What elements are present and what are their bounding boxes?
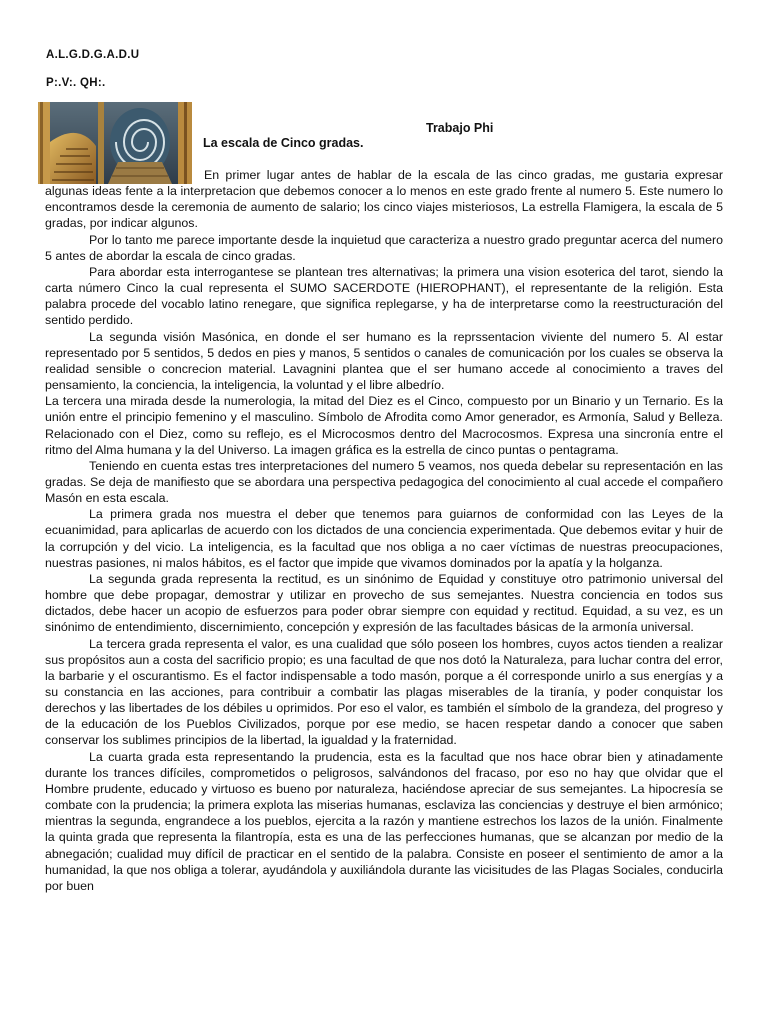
document-subtitle: La escala de Cinco gradas.	[203, 136, 364, 150]
header-line-2: P:.V:. QH:.	[46, 77, 106, 89]
paragraph: La primera grada nos muestra el deber que tenemos para guiarnos de conformidad con las Leyes de la ecuanimidad, para aplicarlas de acuerdo con los dictados de una conciencia experimentada. Que debemos evitar y huir de la corrupción y del vicio. La inteligencia, es la facultad que nos obliga a no caer víctimas de nuestras preocupaciones, nuestras pasiones, ni malos hábitos, es el factor que impide que vivamos dominados por la apatía y la holganza.	[45, 507, 723, 570]
paragraph: La tercera una mirada desde la numerologia, la mitad del Diez es el Cinco, compuesto por un Binario y un Ternario. Es la unión entre el principio femenino y el masculino. Símbolo de Afrodita como Amor generador, es Armonía, Salud y Belleza. Relacionado con el Diez, como su reflejo, es el Microcosmos dentro del Macrocosmos. Expresa una sincronía entre el ritmo del Alma humana y la del Universo. La imagen gráfica es la estrella de cinco puntas o pentagrama.	[45, 394, 723, 457]
paragraph: La cuarta grada esta representando la prudencia, esta es la facultad que nos hace obrar bien y atinadamente durante los trances difíciles, comprometidos o peligrosos, salvándonos del fracaso, por eso no hay que olvidar que el Hombre prudente, educado y virtuoso es bueno por naturaleza, haciéndose apreciar de sus semejantes. La hipocresía se combate con la prudencia; la primera explota las miserias humanas, esclaviza las conciencias y destruye el bien armónico; mientras la segunda, engrandece a los pueblos, ejercita a la razón y mantiene estrechos los lazos de la unión. Finalmente la quinta grada que representa la filantropía, esta es una de las perfecciones humanas, que se alcanzan por medio de la abnegación; cualidad muy difícil de practicar en el sentido de la palabra. Consiste en poseer el sentimiento de amor a la humanidad, la que nos obliga a tolerar, ayudándola y auxiliándola durante las vicisitudes de las Plagas Sociales, conducirla por buen	[45, 749, 723, 893]
paragraph: La segunda grada representa la rectitud, es un sinónimo de Equidad y constituye otro patrimonio universal del hombre que debe propagar, demostrar y utilizar en provecho de sus semejantes. Nuestra conciencia en todos sus dictados, debe hacer un acopio de esfuerzos para poder obrar siempre con equidad y rectitud. Equidad, a su vez, es un sinónimo de entendimiento, discernimiento, concepción y expresión de las facultades básicas de la armonía universal.	[45, 571, 723, 635]
paragraph: La tercera grada representa el valor, es una cualidad que sólo poseen los hombres, cuyos actos tienden a realizar sus propósitos aun a costa del sacrificio propio; es una facultad de que nos dotó la Naturaleza, para luchar contra del error, la barbarie y el oscurantismo. Es el factor indispensable a todo masón, porque a él corresponde unirlo a sus energías y a su constancia en las acciones, para contribuir a combatir las plagas miserables de la tiranía, y poder conquistar los derechos y las libertades de los débiles u oprimidos. Por eso el valor, es también el símbolo de la grandeza, del progreso y de la educación de los Pueblos Civilizados, porque por ese medio, se hacen respetar dando a conocer que saben conservar los sublimes principios de la libertad, la igualdad y la fraternidad.	[45, 636, 723, 748]
paragraph: Por lo tanto me parece importante desde la inquietud que caracteriza a nuestro grado preguntar acerca del numero 5 antes de abordar la escala de cinco gradas.	[45, 232, 723, 263]
header-line-1: A.L.G.D.G.A.D.U	[46, 49, 140, 61]
document-body	[45, 167, 723, 894]
paragraph: En primer lugar antes de hablar de la escala de las cinco gradas, me gustaria expresar algunas ideas fente a la interpretacion que debemos conocer a lo menos en este grado frente al numero 5. Este numero lo encontramos desde la ceremonia de aumento de salario; los cinco viajes misteriosos, La estrella Flamigera, la escala de 5 gradas, por indicar algunos.	[45, 168, 723, 231]
document-title: Trabajo Phi	[426, 121, 494, 135]
paragraph: La segunda visión Masónica, en donde el ser humano es la reprssentacion viviente del numero 5. Al estar representado por 5 sentidos, 5 dedos en pies y manos, 5 sentidos o canales de comunicación por los cuales se observa la realidad sensible o concrecion material. Lavagnini plantea que el ser humano accede al conocimiento a traves del pensamiento, la conciencia, la inteligencia, la voluntad y el libre albedrío.	[45, 329, 723, 393]
paragraph: Teniendo en cuenta estas tres interpretaciones del numero 5 veamos, nos queda debelar su representación en las gradas. Se deja de manifiesto que se abordara una perspectiva pedagogica del conocimiento al cual accede el compañero Masón en esta escala.	[45, 458, 723, 506]
paragraph: Para abordar esta interrogantese se plantean tres alternativas; la primera una vision esoterica del tarot, siendo la carta número Cinco la cual representa el SUMO SACERDOTE (HIEROPHANT), el representante de la religión. Esta palabra procede del vocablo latino renegare, que significa replegarse, y ha de interpretarse como la reestructuración del sentido perdido.	[45, 264, 723, 328]
